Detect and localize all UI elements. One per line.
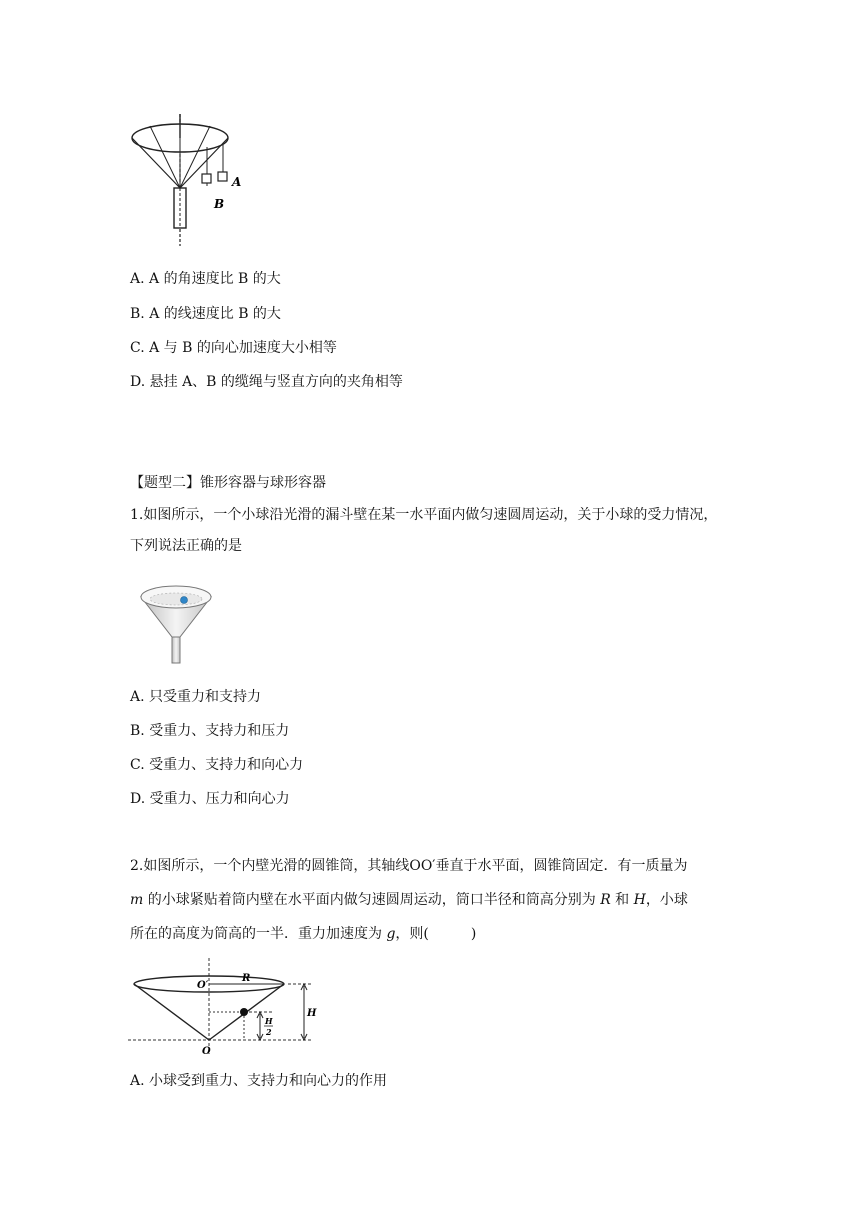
q1-option-d: D. 受重力、压力和向心力	[130, 791, 290, 807]
q2-stem-line1: 2.如图所示，一个内壁光滑的圆锥筒，其轴线OO′垂直于水平面，圆锥筒固定．有一质量为	[130, 858, 688, 874]
var-m: m	[130, 892, 144, 908]
funnel-figure	[138, 583, 214, 665]
label-o-top: O′	[197, 980, 209, 991]
label-a: A	[232, 175, 242, 189]
q2-stem-line3: 所在的高度为筒高的一半．重力加速度为 g，则( )	[130, 926, 477, 942]
carousel-figure	[128, 114, 252, 248]
var-r: R	[600, 892, 611, 908]
option-a: A. A 的角速度比 B 的大	[130, 271, 281, 287]
var-h: H	[633, 892, 646, 908]
q1-option-c: C. 受重力、支持力和向心力	[130, 757, 304, 773]
option-b: B. A 的线速度比 B 的大	[130, 306, 281, 322]
q1-option-b: B. 受重力、支持力和压力	[130, 723, 290, 739]
cone-figure	[128, 958, 318, 1058]
q2-stem-line2: m 的小球紧贴着筒内壁在水平面内做匀速圆周运动，筒口半径和筒高分别为 R 和 H，小球	[130, 892, 688, 908]
option-d: D. 悬挂 A、B 的缆绳与竖直方向的夹角相等	[130, 374, 403, 390]
label-h: H	[307, 1008, 317, 1019]
q1-stem: 1.如图所示，一个小球沿光滑的漏斗壁在某一水平面内做匀速圆周运动，关于小球的受力情况，下列说法正确的是	[130, 507, 718, 554]
label-o: O	[202, 1046, 211, 1057]
q1-option-a: A. 只受重力和支持力	[130, 689, 262, 705]
option-c: C. A 与 B 的向心加速度大小相等	[130, 340, 337, 356]
var-g: g	[386, 926, 396, 942]
label-h2-num: H	[265, 1016, 273, 1026]
section-title: 【题型二】锥形容器与球形容器	[130, 475, 326, 491]
q2-option-a: A. 小球受到重力、支持力和向心力的作用	[130, 1073, 388, 1089]
label-h2-den: 2	[266, 1027, 272, 1037]
label-r: R	[242, 973, 251, 984]
label-b: B	[214, 197, 225, 211]
